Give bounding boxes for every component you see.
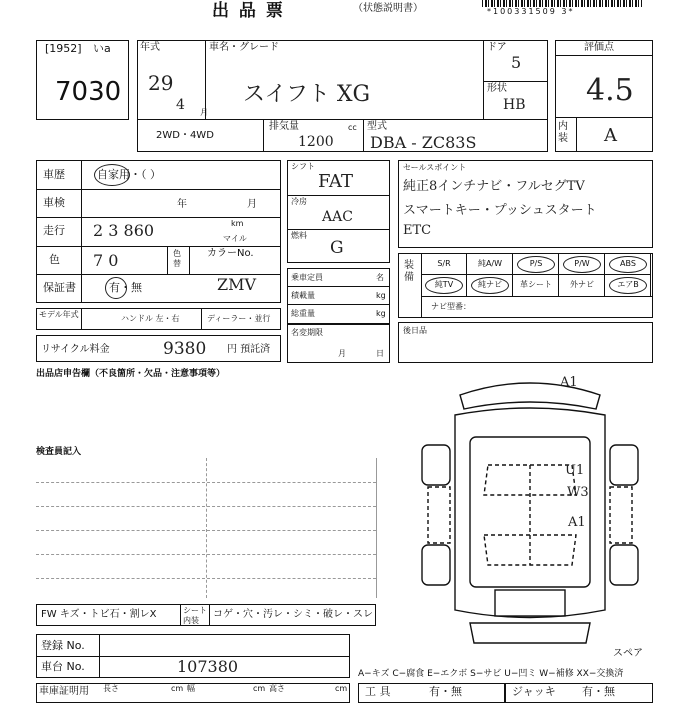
warranty-options: 有・無 [109, 281, 142, 294]
rear-items-box [398, 322, 653, 363]
equipment-circle [563, 256, 601, 273]
cert-cm1: cm [171, 684, 184, 693]
damage-front: A1 [560, 375, 578, 390]
equipment-item: S/R [437, 259, 451, 268]
sales-points-box [398, 160, 653, 248]
inspector-area [36, 458, 376, 598]
capacity-unit: 名 [376, 273, 384, 282]
spare-label: スペア [613, 648, 643, 659]
damage-legend: A−キズ C−腐食 E−エクボ S−サビ U−凹ミ W−補修 XX−交換済 [358, 669, 624, 679]
mile-unit: マイル [223, 234, 247, 243]
equipment-circle [609, 277, 647, 294]
cc-unit: cc [348, 123, 357, 132]
jack-label: ジャッキ [512, 685, 556, 698]
equipment-item: P/S [529, 259, 543, 268]
tools-value: 有・無 [429, 685, 462, 698]
sales-point-3: ETC [403, 223, 432, 238]
month-unit: 月 [200, 108, 208, 117]
tools-label: 工 具 [365, 685, 391, 698]
remarks-label: 出品店申告欄（不良箇所・欠品・注意事項等） [36, 369, 226, 379]
deadline-label: 名変期限 [291, 328, 323, 337]
gross-unit: kg [376, 309, 386, 318]
equipment-item: ABS [620, 259, 636, 268]
vehicle-main-box [137, 40, 548, 152]
equipment-item: 外ナビ [570, 280, 594, 289]
sheet-subtitle: （状態説明書） [353, 3, 423, 14]
equipment-item: 純TV [434, 280, 454, 289]
recycle-value: 9380 [163, 339, 207, 359]
shift-value: FAT [318, 171, 353, 192]
barcode-text: *100331509 3* [487, 7, 575, 16]
year-label: 年式 [140, 42, 160, 53]
mileage-label: 走行 [43, 224, 65, 237]
reg-no-label: 登録 No. [41, 639, 85, 652]
model-year-label: モデル年式 [39, 310, 79, 319]
color-no-value: ZMV [217, 275, 257, 294]
cert-cm3: cm [335, 684, 348, 693]
damage-side-a: U1 [565, 463, 585, 478]
equipment-cell [513, 275, 559, 296]
name-grade-label: 車名・グレード [209, 42, 279, 53]
chassis-no-value: 107380 [177, 657, 239, 676]
defect-codes-box [36, 604, 376, 626]
shift-box [287, 160, 390, 263]
equipment-circle [471, 277, 509, 294]
equipment-item: エアB [617, 280, 639, 289]
rear-items-label: 後日品 [403, 326, 427, 335]
color-value: 7 0 [93, 251, 119, 270]
mileage-value: 2 3 860 [93, 221, 155, 240]
sales-points-label: セールスポイント [403, 163, 467, 172]
aircon-value: AAC [322, 209, 353, 225]
garage-cert-box [36, 683, 350, 703]
score-box [555, 40, 653, 152]
damage-side-b: W3 [567, 485, 589, 500]
defect-codes: FW キズ・トビ石・割レX [41, 609, 157, 620]
tools-box [358, 683, 505, 703]
equipment-box [398, 253, 653, 318]
jack-box [505, 683, 653, 703]
equipment-cell [467, 254, 513, 275]
inspection-month-unit: 月 [247, 199, 257, 210]
seat-codes: コゲ・穴・汚レ・シミ・破レ・スレ [213, 609, 373, 620]
chassis-no-label: 車台 No. [41, 660, 85, 673]
cert-length: 長さ [103, 684, 119, 693]
history-options: 自家用・（ ） [97, 168, 161, 181]
equipment-item: 純ナビ [478, 280, 502, 289]
registration-box [36, 634, 350, 678]
inspection-year-unit: 年 [177, 199, 187, 210]
recycle-deposited: 円 預託済 [227, 344, 271, 355]
car-diagram [400, 375, 660, 665]
inspector-label: 検査員記入 [36, 447, 82, 457]
garage-cert-label: 車庫証明用 [39, 686, 89, 697]
equipment-item: P/W [574, 259, 590, 268]
lot-number-box [36, 40, 129, 120]
color-label: 色 [49, 253, 60, 266]
deadline-day: 日 [376, 349, 384, 358]
score-value: 4.5 [586, 73, 634, 108]
cert-height: 高さ [269, 684, 285, 693]
shape-value: HB [503, 97, 526, 113]
capacity-box [287, 268, 390, 324]
score-label: 評価点 [584, 42, 614, 53]
history-box [36, 160, 281, 303]
doors-value: 5 [511, 53, 522, 72]
interior-label: 内装 [558, 121, 568, 144]
equipment-item: 革シート [520, 280, 552, 289]
sales-point-2: スマートキー・プッシュスタート [403, 203, 597, 218]
aircon-label: 冷房 [291, 197, 307, 206]
handle-label: ハンドル 左・右 [121, 314, 180, 323]
km-unit: km [231, 219, 244, 228]
equipment-circle [517, 256, 555, 273]
fuel-label: 燃料 [291, 231, 307, 240]
doors-label: ドア [487, 42, 507, 53]
dealer-label: ディーラー・並行 [207, 314, 271, 323]
drive-label: 2WD・4WD [156, 130, 214, 141]
car-name: スイフト XG [243, 82, 371, 107]
equipment-label: 装備 [404, 260, 414, 283]
cert-cm2: cm [253, 684, 266, 693]
lot-suffix: いa [93, 42, 111, 55]
deadline-box [287, 324, 390, 363]
shape-label: 形状 [487, 83, 507, 94]
month-value: 4 [176, 97, 185, 113]
load-unit: kg [376, 291, 386, 300]
displacement-value: 1200 [298, 134, 334, 150]
recycle-label: リサイクル料金 [41, 344, 110, 355]
model-type-value: DBA - ZC83S [370, 133, 477, 152]
lot-number: 7030 [55, 77, 122, 107]
history-label: 車歴 [43, 168, 65, 181]
inspection-label: 車検 [43, 196, 65, 209]
jack-value: 有・無 [582, 685, 615, 698]
recycle-box [36, 335, 281, 362]
shift-label: シフト [291, 162, 315, 171]
gross-label: 総重量 [291, 309, 315, 318]
color-no-label: カラーNo. [207, 248, 254, 259]
sales-point-1: 純正8インチナビ・フルセグTV [403, 179, 585, 194]
lot-year-code: [1952] [45, 42, 82, 55]
equipment-circle [609, 256, 647, 273]
seat-label: シート内装 [183, 606, 207, 625]
deadline-month: 月 [338, 349, 346, 358]
fuel-value: G [330, 238, 344, 258]
equipment-item: 純A/W [477, 259, 503, 268]
cert-width: 幅 [187, 684, 195, 693]
nav-type-label: ナビ型番： [431, 302, 471, 311]
load-label: 積載量 [291, 291, 315, 300]
color-change-label: 色替 [173, 249, 181, 268]
year-value: 29 [148, 71, 174, 95]
capacity-label: 乗車定員 [291, 273, 323, 282]
displacement-label: 排気量 [269, 121, 299, 132]
model-year-box [36, 308, 281, 330]
warranty-label: 保証書 [43, 281, 76, 294]
history-circle [94, 164, 130, 186]
damage-side-c: A1 [568, 515, 586, 530]
warranty-circle [105, 277, 127, 299]
sheet-title: 出 品 票 [212, 1, 285, 21]
equipment-circle [425, 277, 463, 294]
equipment-grid [421, 254, 652, 296]
interior-value: A [604, 125, 617, 146]
equipment-cell [559, 275, 605, 296]
model-type-label: 型式 [367, 121, 387, 132]
equipment-cell [421, 254, 467, 275]
